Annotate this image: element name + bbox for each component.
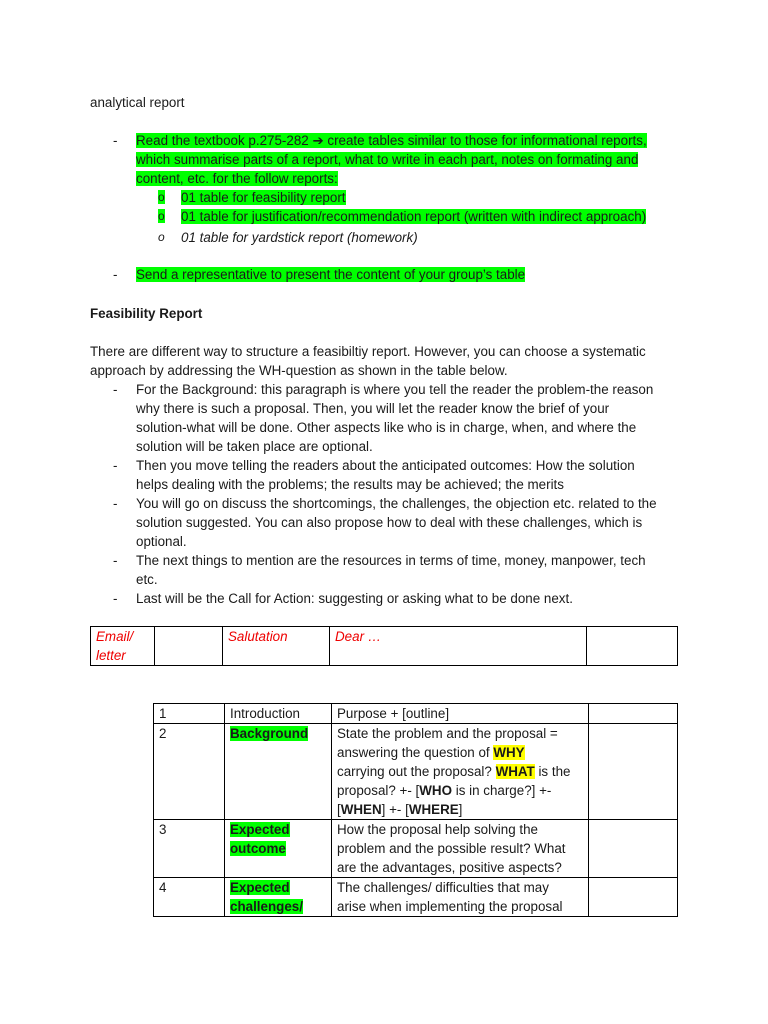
dash-bullet: - [113,267,118,282]
bullet-3-line: solution suggested. You can also propose how to deal with these challenges, which is [136,515,643,530]
sub-bullet-marker: o [158,209,165,223]
task-item-2: Send a representative to present the content of your group’s table [136,267,526,282]
task-item-1-line-2: which summarise parts of a report, what to write in each part, notes on formating and [136,152,639,167]
bullet-4-line: The next things to mention are the resources in terms of time, money, manpower, tech [136,553,646,568]
bullet-3-line: You will go on discuss the shortcomings, the challenges, the objection etc. related to the [136,496,657,511]
bullet-5-line: Last will be the Call for Action: suggesting or asking what to be done next. [136,591,573,606]
intro-line-1: There are different way to structure a feasibiltiy report. However, you can choose a systematic [90,344,646,359]
salutation-cell: Salutation [223,627,330,666]
bullet-1-line: solution will be taken place are optional. [136,439,373,454]
bullet-1-line: why there is such a proposal. Then, you will let the reader know the brief of your [136,401,610,416]
content-cell: How the proposal help solving the problem and the possible result? What are the advantages, positive aspects? [332,820,589,878]
empty-cell [589,820,678,878]
sub-item-feasibility: 01 table for feasibility report [181,190,346,205]
section-title: Feasibility Report [90,306,203,321]
sub-item-yardstick: 01 table for yardstick report (homework) [181,230,418,245]
row-number: 4 [154,878,225,917]
table-row [154,704,678,724]
sub-bullet-marker: o [158,230,165,244]
bullet-2-line: Then you move telling the readers about the anticipated outcomes: How the solution [136,458,635,473]
empty-cell [155,627,223,666]
email-letter-cell: Email/ letter [91,627,155,666]
dash-bullet: - [113,496,118,511]
row-number: 2 [154,724,225,820]
email-letter-table [90,626,678,666]
bullet-1-line: For the Background: this paragraph is where you tell the reader the problem-the reason [136,382,654,397]
dash-bullet: - [113,591,118,606]
row-number: 1 [154,704,225,724]
dash-bullet: - [113,133,118,148]
bullet-1-line: solution-what will be done. Other aspects like who is in charge, when, and where the [136,420,637,435]
table-row [154,820,678,878]
sub-bullet-marker: o [158,190,165,204]
document-heading: analytical report [90,95,185,110]
empty-cell [589,878,678,917]
task-item-1-line-1: Read the textbook p.275-282 ➔ create tables similar to those for informational reports, [136,133,647,148]
part-cell: Expected outcome [225,820,332,878]
sub-item-justification: 01 table for justification/recommendation report (written with indirect approach) [181,209,647,224]
bullet-3-line: optional. [136,534,187,549]
bullet-4-line: etc. [136,572,158,587]
empty-cell [589,704,678,724]
part-cell: Expected challenges/ [225,878,332,917]
dash-bullet: - [113,458,118,473]
content-cell: The challenges/ difficulties that may arise when implementing the proposal [332,878,589,917]
task-item-1-line-3: content, etc. for the follow reports: [136,171,338,186]
dear-cell: Dear … [330,627,587,666]
part-cell: Introduction [225,704,332,724]
empty-cell [589,724,678,820]
intro-line-2: approach by addressing the WH-question as shown in the table below. [90,363,508,378]
bullet-2-line: helps dealing with the problems; the results may be achieved; the merits [136,477,564,492]
content-cell: Purpose + [outline] [332,704,589,724]
row-number: 3 [154,820,225,878]
table-row [154,878,678,917]
part-cell: Background [225,724,332,820]
content-cell: State the problem and the proposal = answering the question of WHY carrying out the proposal? WHAT is the proposal? +- [WHO is in charge?] +- [WHEN] +- [WHERE] [332,724,589,820]
dash-bullet: - [113,553,118,568]
structure-table [153,703,678,917]
empty-cell [587,627,678,666]
dash-bullet: - [113,382,118,397]
table-row [154,724,678,820]
